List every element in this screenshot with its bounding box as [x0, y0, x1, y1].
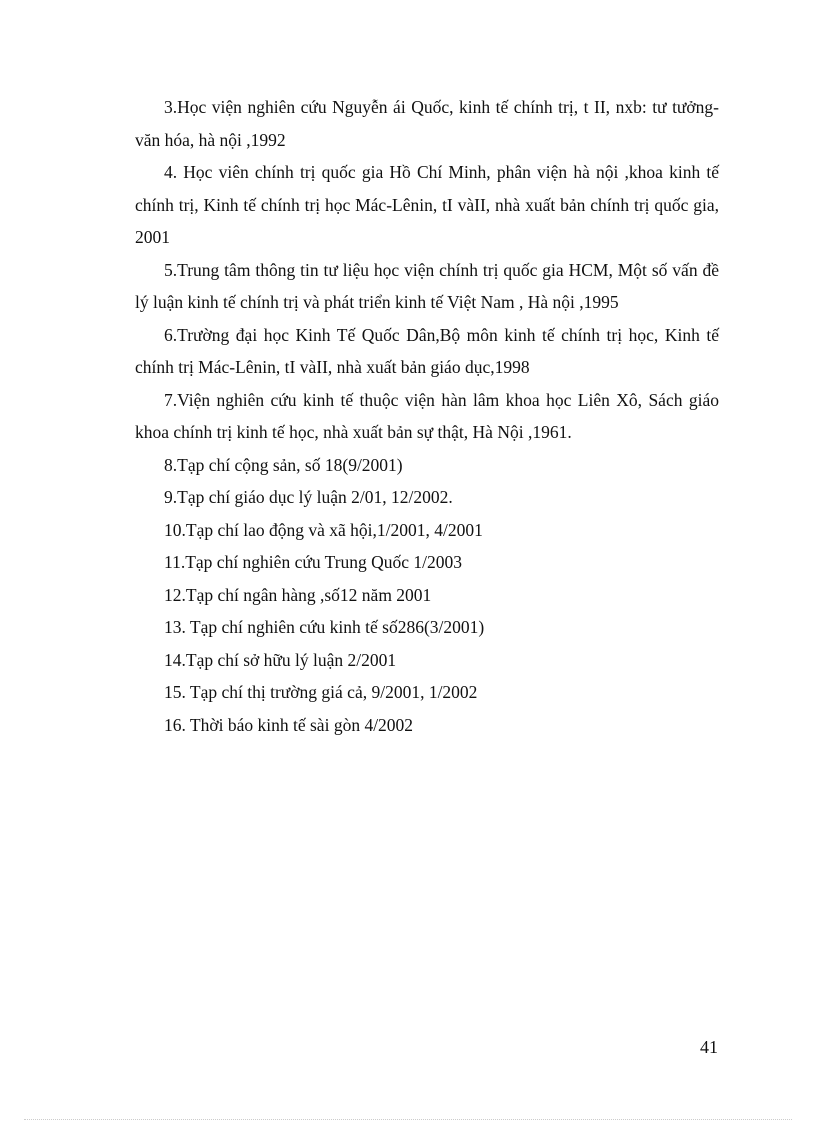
reference-item-4: 4. Học viên chính trị quốc gia Hồ Chí Minh, phân viện hà nội ,khoa kinh tế chính trị, Kinh tế chính trị học Mác-Lênin, tI vàII, nhà xuất bản chính trị quốc gia, 2001	[135, 162, 719, 247]
reference-item-12: 12.Tạp chí ngân hàng ,số12 năm 2001	[164, 584, 432, 605]
page-bottom-divider	[24, 1119, 792, 1120]
page-number: 41	[700, 1037, 718, 1057]
reference-item-8: 8.Tạp chí cộng sản, số 18(9/2001)	[164, 454, 403, 475]
reference-item-10: 10.Tạp chí lao động và xã hội,1/2001, 4/2001	[164, 519, 483, 540]
reference-item-14: 14.Tạp chí sở hữu lý luận 2/2001	[164, 649, 397, 670]
reference-item-7: 7.Viện nghiên cứu kinh tế thuộc viện hàn lâm khoa học Liên Xô, Sách giáo khoa chính trị kinh tế học, nhà xuất bản sự thật, Hà Nội ,1961.	[135, 389, 719, 442]
reference-item-13: 13. Tạp chí nghiên cứu kinh tế số286(3/2001)	[164, 617, 485, 637]
reference-item-15: 15. Tạp chí thị trường giá cả, 9/2001, 1/2002	[164, 682, 478, 702]
reference-item-9: 9.Tạp chí giáo dục lý luận 2/01, 12/2002.	[164, 487, 453, 507]
reference-item-3: 3.Học viện nghiên cứu Nguyễn ái Quốc, kinh tế chính trị, t II, nxb: tư tưởng- văn hóa, hà nội ,1992	[135, 97, 719, 150]
reference-item-5: 5.Trung tâm thông tin tư liệu học viện chính trị quốc gia HCM, Một số vấn đề lý luận kinh tế chính trị và phát triển kinh tế Việt Nam , Hà nội ,1995	[135, 259, 719, 312]
reference-list	[135, 91, 719, 741]
reference-item-11: 11.Tạp chí nghiên cứu Trung Quốc 1/2003	[164, 552, 463, 572]
reference-item-16: 16. Thời báo kinh tế sài gòn 4/2002	[164, 714, 414, 735]
reference-item-6: 6.Trường đại học Kinh Tế Quốc Dân,Bộ môn kinh tế chính trị học, Kinh tế chính trị Mác-Lênin, tI vàII, nhà xuất bản giáo dục,1998	[135, 324, 719, 377]
